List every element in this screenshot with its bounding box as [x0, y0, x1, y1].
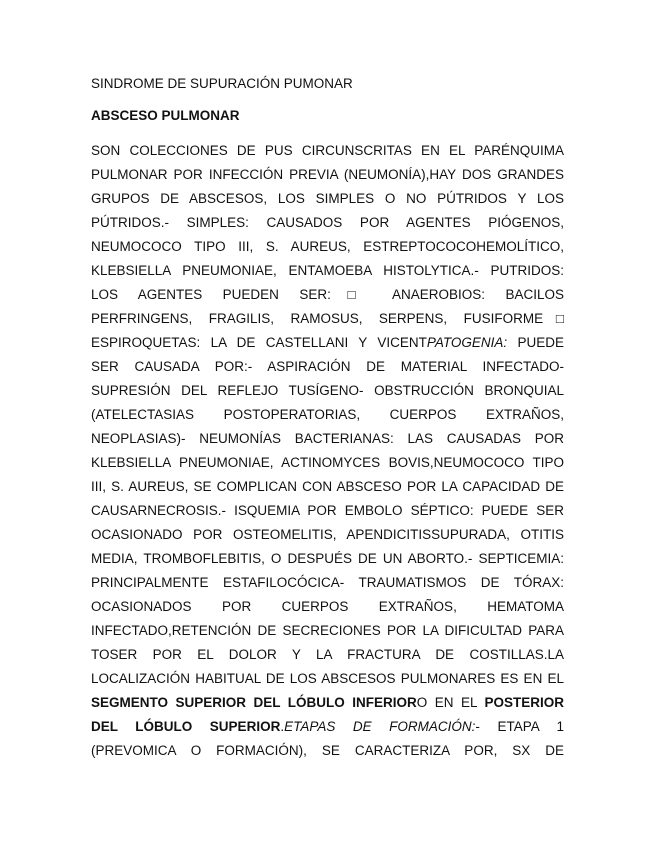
text-line [91, 547, 564, 571]
text-line [91, 475, 564, 499]
text-line [91, 355, 564, 379]
bold-text: DEL LÓBULO SUPERIOR [91, 719, 281, 734]
text-line [91, 715, 564, 739]
text-line [91, 595, 564, 619]
text-line [91, 259, 564, 283]
text-run: PRINCIPALMENTE ESTAFILOCÓCICA- TRAUMATISMOS DE TÓRAX: [91, 575, 564, 590]
text-run: . [280, 719, 285, 734]
text-run: NEUMOCOCO TIPO III, S. AUREUS, ESTREPTOCOCOHEMOLÍTICO, [91, 239, 564, 254]
text-run: (ATELECTASIAS POSTOPERATORIAS, CUERPOS EXTRAÑOS, [91, 407, 564, 422]
text-run: LOS AGENTES PUEDEN SER:□ ANAEROBIOS: BACILOS [91, 287, 564, 302]
text-run: INFECTADO,RETENCIÓN DE SECRECIONES POR LA DIFICULTAD PARA [91, 623, 564, 638]
text-line [91, 163, 564, 187]
text-run: KLEBSIELLA PNEUMONIAE, ACTINOMYCES BOVIS,NEUMOCOCO TIPO [91, 455, 564, 470]
text-line [91, 283, 564, 307]
text-run: III, S. AUREUS, SE COMPLICAN CON ABSCESO POR LA CAPACIDAD DE [91, 479, 564, 494]
italic-text: ETAPAS DE FORMACIÓN: [284, 719, 476, 734]
text-run: PULMONAR POR INFECCIÓN PREVIA (NEUMONÍA),HAY DOS GRANDES [91, 167, 564, 182]
text-line [91, 379, 564, 403]
text-line [91, 139, 564, 163]
text-run: CAUSARNECROSIS.- ISQUEMIA POR EMBOLO SÉPTICO: PUEDE SER [91, 503, 564, 518]
bold-text: POSTERIOR [484, 695, 564, 710]
text-line [91, 427, 564, 451]
text-run: GRUPOS DE ABSCESOS, LOS SIMPLES O NO PÚTRIDOS Y LOS [91, 191, 564, 206]
text-run: OCASIONADOS POR CUERPOS EXTRAÑOS, HEMATOMA [91, 599, 564, 614]
text-line [91, 187, 564, 211]
text-run: ESPIROQUETAS: LA DE CASTELLANI Y VICENT [91, 335, 427, 350]
text-line [91, 331, 564, 355]
text-run: KLEBSIELLA PNEUMONIAE, ENTAMOEBA HISTOLYTICA.- PUTRIDOS: [91, 263, 564, 278]
text-run: SON COLECCIONES DE PUS CIRCUNSCRITAS EN EL PARÉNQUIMA [91, 143, 564, 158]
section-title: ABSCESO PULMONAR [91, 108, 240, 123]
text-run: OCASIONADO POR OSTEOMELITIS, APENDICITISSUPURADA, OTITIS [91, 527, 564, 542]
text-line [91, 667, 564, 691]
text-run: (PREVOMICA O FORMACIÓN), SE CARACTERIZA POR, SX DE [91, 743, 564, 758]
body-paragraph [91, 139, 564, 763]
text-line [91, 643, 564, 667]
text-line [91, 211, 564, 235]
text-line [91, 235, 564, 259]
text-run: SER CAUSADA POR:- ASPIRACIÓN DE MATERIAL INFECTADO- [91, 359, 564, 374]
text-line [91, 499, 564, 523]
bold-text: SEGMENTO SUPERIOR DEL LÓBULO INFERIOR [91, 695, 417, 710]
text-run: O EN EL [416, 695, 485, 710]
text-line [91, 451, 564, 475]
text-line [91, 739, 564, 763]
text-run: LOCALIZACIÓN HABITUAL DE LOS ABSCESOS PULMONARES ES EN EL [91, 671, 564, 686]
text-run: PERFRINGENS, FRAGILIS, RAMOSUS, SERPENS, FUSIFORME□ [91, 311, 564, 326]
italic-text: PATOGENIA: [426, 335, 508, 350]
text-run: TOSER POR EL DOLOR Y LA FRACTURA DE COSTILLAS.LA [91, 647, 564, 662]
text-run: NEOPLASIAS)- NEUMONÍAS BACTERIANAS: LAS CAUSADAS POR [91, 431, 564, 446]
text-line [91, 523, 564, 547]
text-run: MEDIA, TROMBOFLEBITIS, O DESPUÉS DE UN ABORTO.- SEPTICEMIA: [91, 551, 564, 566]
text-run: PUEDE [507, 335, 564, 350]
text-line [91, 403, 564, 427]
text-run: - ETAPA 1 [475, 719, 564, 734]
text-line [91, 571, 564, 595]
document-title: SINDROME DE SUPURACIÓN PUMONAR [91, 76, 353, 91]
text-line [91, 691, 564, 715]
text-line [91, 307, 564, 331]
text-run: SUPRESIÓN DEL REFLEJO TUSÍGENO- OBSTRUCCIÓN BRONQUIAL [91, 383, 564, 398]
text-line [91, 619, 564, 643]
text-run: PÚTRIDOS.- SIMPLES: CAUSADOS POR AGENTES PIÓGENOS, [91, 215, 564, 230]
